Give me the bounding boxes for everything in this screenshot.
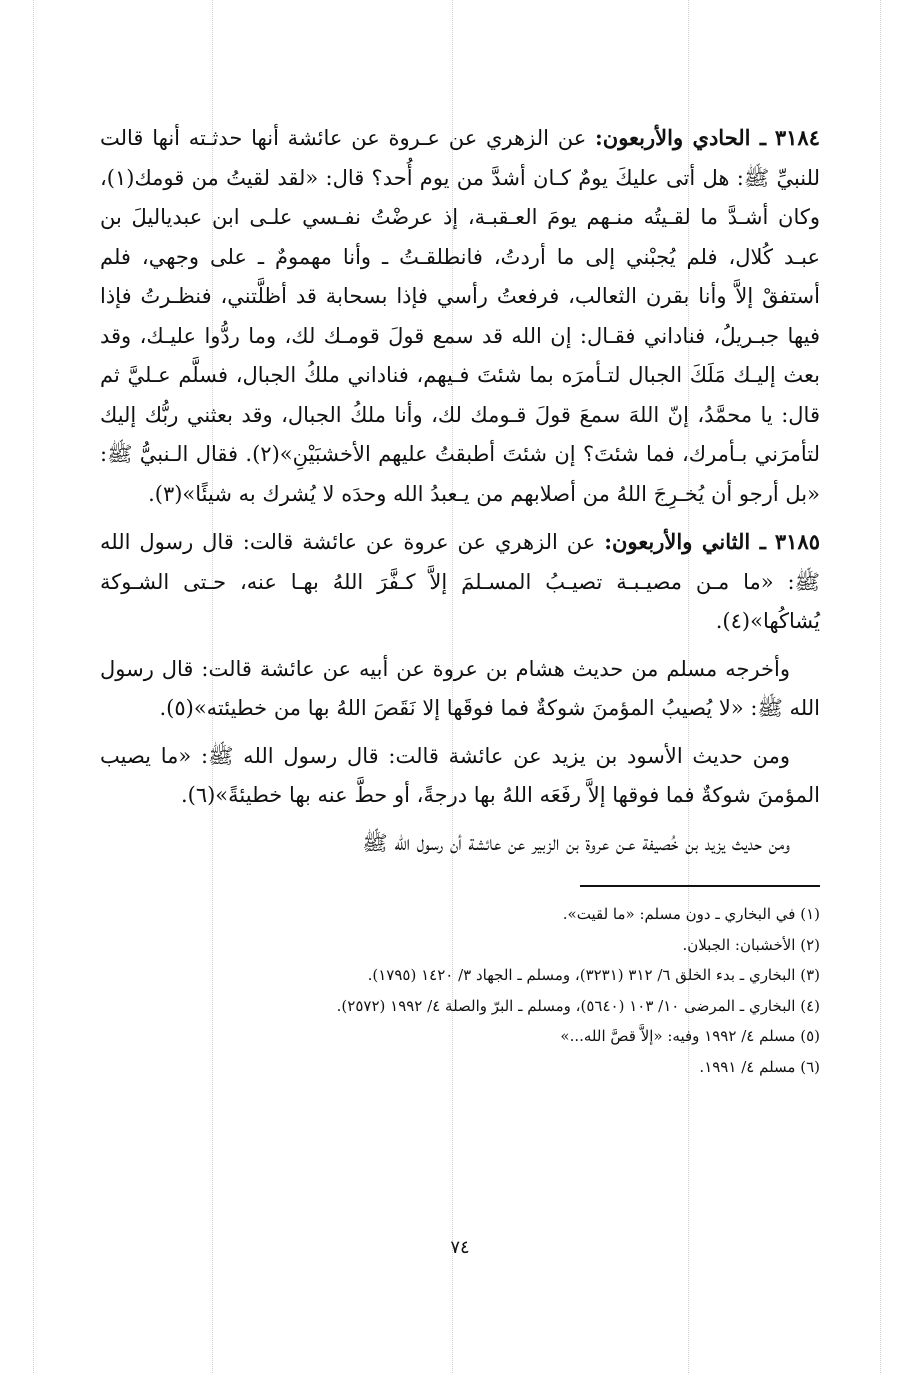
footnotes: [100, 899, 820, 1082]
footnote: (٥) مسلم ٤/ ١٩٩٢ وفيه: «إلاَّ قصَّ الله...»: [560, 1027, 820, 1045]
hadith-title: ـ الثاني والأربعون:: [604, 529, 766, 554]
hadith-number: ٣١٨٥: [774, 529, 820, 554]
footnote: (١) في البخاري ـ دون مسلم: «ما لقيت».: [562, 905, 820, 923]
footnote: (٦) مسلم ٤/ ١٩٩١.: [699, 1057, 820, 1076]
page-number: ٧٤: [450, 1237, 470, 1258]
paragraph-khusayfa: ومن حديث يزيد بن خُصيفة عـن عروة بن الزبير عن عائشة أن رسول الله ﷺ: [362, 830, 790, 855]
hadith-3184: [100, 118, 820, 514]
book-page: [100, 118, 820, 1373]
scan-guide-line: [33, 0, 34, 1373]
paragraph-muslim-hisham: وأخرجه مسلم من حديث هشام بن عروة عن أبيه عن عائشة قالت: قال رسول الله ﷺ: «لا يُصيبُ المؤمنَ شوكةٌ فما فوقَها إلا نَقَصَ اللهُ بها من خطيئته»(٥).: [100, 656, 820, 720]
footnote: (٢) الأخشبان: الجبلان.: [682, 935, 820, 954]
hadith-3185: [100, 522, 820, 642]
paragraph-aswad: ومن حديث الأسود بن يزيد عن عائشة قالت: قال رسول الله ﷺ: «ما يصيب المؤمنَ شوكةٌ فما فوقها إلاَّ رفَعَه اللهُ بها درجةً، أو حطَّ عنه بها خطيئةً»(٦).: [100, 743, 820, 807]
hadith-title: ـ الحادي والأربعون:: [595, 125, 767, 150]
scan-guide-line: [880, 0, 881, 1373]
hadith-number: ٣١٨٤: [774, 125, 820, 150]
hadith-text: عن الزهري عن عروة عن عائشة قالت: قال رسول الله ﷺ: «ما مـن مصيـبـة تصيـبُ المسـلمَ إلاَّ كـفَّرَ اللهُ بهـا عنه، حـتى الشـوكة يُشاكُها»(٤).: [100, 530, 820, 633]
footnote: (٣) البخاري ـ بدء الخلق ٦/ ٣١٢ (٣٢٣١)، ومسلم ـ الجهاد ٣/ ١٤٢٠ (١٧٩٥).: [367, 966, 820, 984]
footnote: (٤) البخاري ـ المرضى ١٠/ ١٠٣ (٥٦٤٠)، ومسلم ـ البرّ والصلة ٤/ ١٩٩٢ (٢٥٧٢).: [336, 996, 820, 1015]
footnote-divider: [580, 885, 820, 887]
hadith-text: عن الزهري عن عـروة عن عائشة أنها حدثـته أنها قالت للنبيِّ ﷺ: هل أتى عليكَ يومٌ كـان أشدَّ من يوم أُحد؟ قال: «لقد لقيتُ من قومك(١)، وكان أشـدَّ ما لقـيتُه منـهم يومَ العـقبـة، إذ عرضْتُ نفـسي علـى ابن عبدياليلَ بن عبـد كُلال، فلم يُجبْني إلى ما أردتُ، فانطلقـتُ ـ وأنا مهمومٌ ـ على وجهي، فلم أستفقْ إلاَّ وأنا بقرن الثعالب، فرفعتُ رأسي فإذا بسحابة قد أظلَّتني، فنظـرتُ فإذا فيها جبـريلُ، فناداني فقـال: إن الله قد سمع قولَ قومـك لك، وما ردُّوا عليـك، وقد بعث إليـك مَلَكَ الجبال لتـأمرَه بما شئتَ فـيهم، فناداني ملكُ الجبال، فسلَّم عـليَّ ثم قال: يا محمَّدُ، إنّ اللهَ سمعَ قولَ قـومك لك، وأنا ملكُ الجبال، وقد بعثني ربُّك إليك لتأمرَني بـأمرك، فما شئتَ؟ إن شئتَ أطبقتُ عليهم الأخشبَيْنِ»(٢). فقال الـنبيُّ ﷺ: «بل أرجو أن يُخـرِجَ اللهُ من أصلابهم من يـعبدُ الله وحدَه لا يُشرك به شيئًا»(٣).: [100, 126, 820, 506]
